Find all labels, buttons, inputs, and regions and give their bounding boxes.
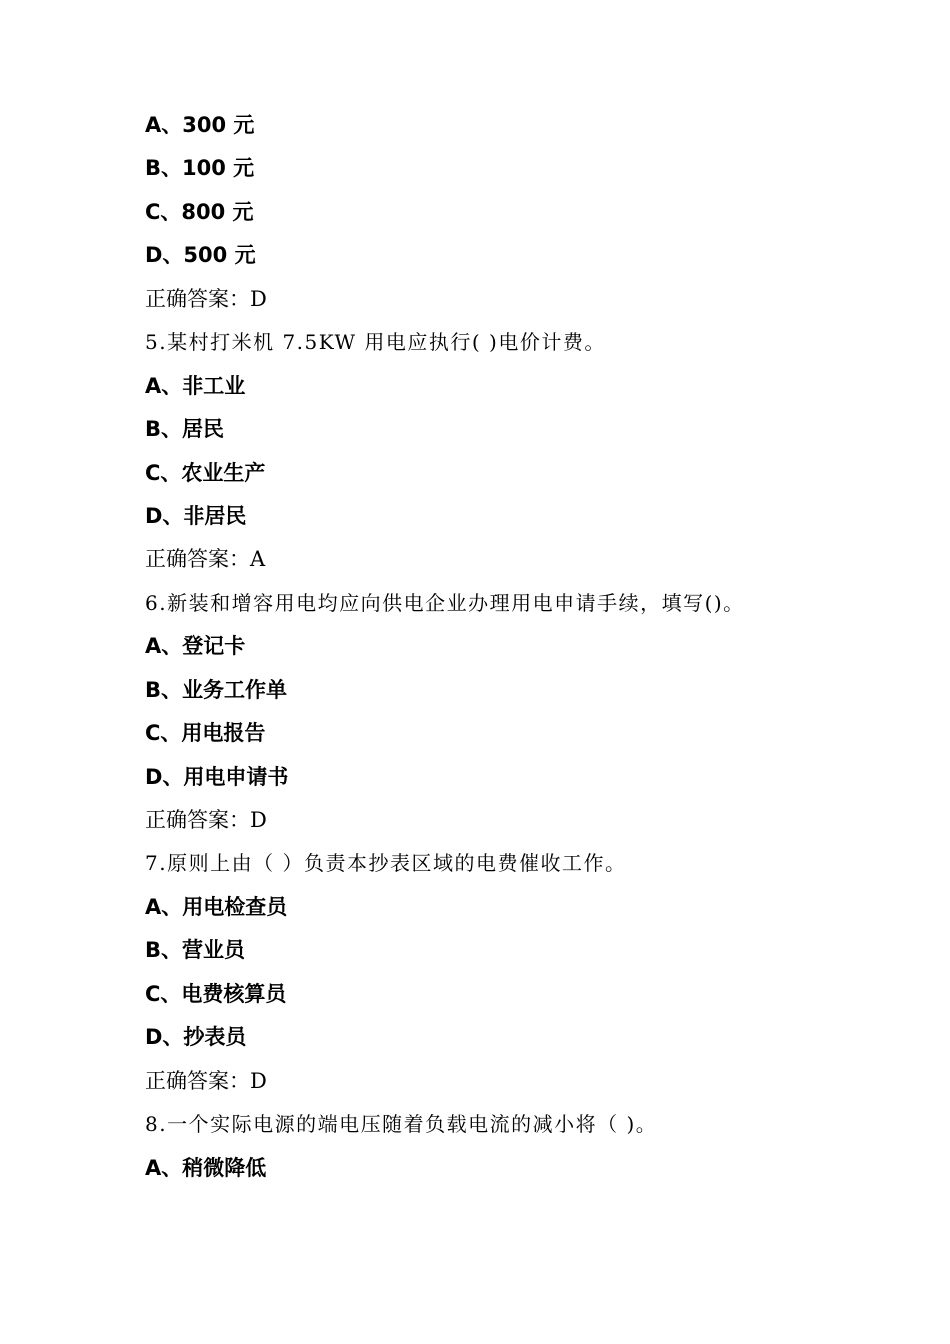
option-line: D、抄表员 — [145, 1025, 247, 1050]
option-line: C、用电报告 — [145, 721, 266, 746]
option-line: A、非工业 — [145, 373, 246, 398]
option-line: B、营业员 — [145, 938, 246, 963]
option-line: D、用电申请书 — [145, 764, 289, 789]
question-line: 5.某村打米机 7.5KW 用电应执行( )电价计费。 — [145, 330, 606, 355]
option-line: A、稍微降低 — [145, 1155, 267, 1180]
option-line: D、非居民 — [145, 503, 247, 528]
option-line: B、业务工作单 — [145, 677, 288, 702]
question-line: 6.新装和增容用电均应向供电企业办理用电申请手续，填写()。 — [145, 590, 745, 615]
correct-answer-line: 正确答案：D — [145, 808, 267, 832]
option-line: B、100 元 — [145, 156, 255, 181]
question-line: 8.一个实际电源的端电压随着负载电流的减小将（ )。 — [145, 1112, 658, 1137]
correct-answer-line: 正确答案：A — [145, 547, 266, 572]
option-line: D、500 元 — [145, 243, 256, 268]
option-line: C、电费核算员 — [145, 981, 287, 1006]
option-line: C、农业生产 — [145, 460, 266, 485]
option-line: A、用电检查员 — [145, 894, 288, 919]
option-line: A、300 元 — [145, 113, 255, 137]
correct-answer-line: 正确答案：D — [145, 1068, 267, 1093]
option-line: A、登记卡 — [145, 634, 246, 659]
correct-answer-line: 正确答案：D — [145, 286, 267, 311]
option-line: B、居民 — [145, 417, 225, 442]
question-line: 7.原则上由（ ）负责本抄表区域的电费催收工作。 — [145, 851, 627, 876]
document-page — [145, 104, 905, 1190]
option-line: C、800 元 — [145, 199, 254, 224]
